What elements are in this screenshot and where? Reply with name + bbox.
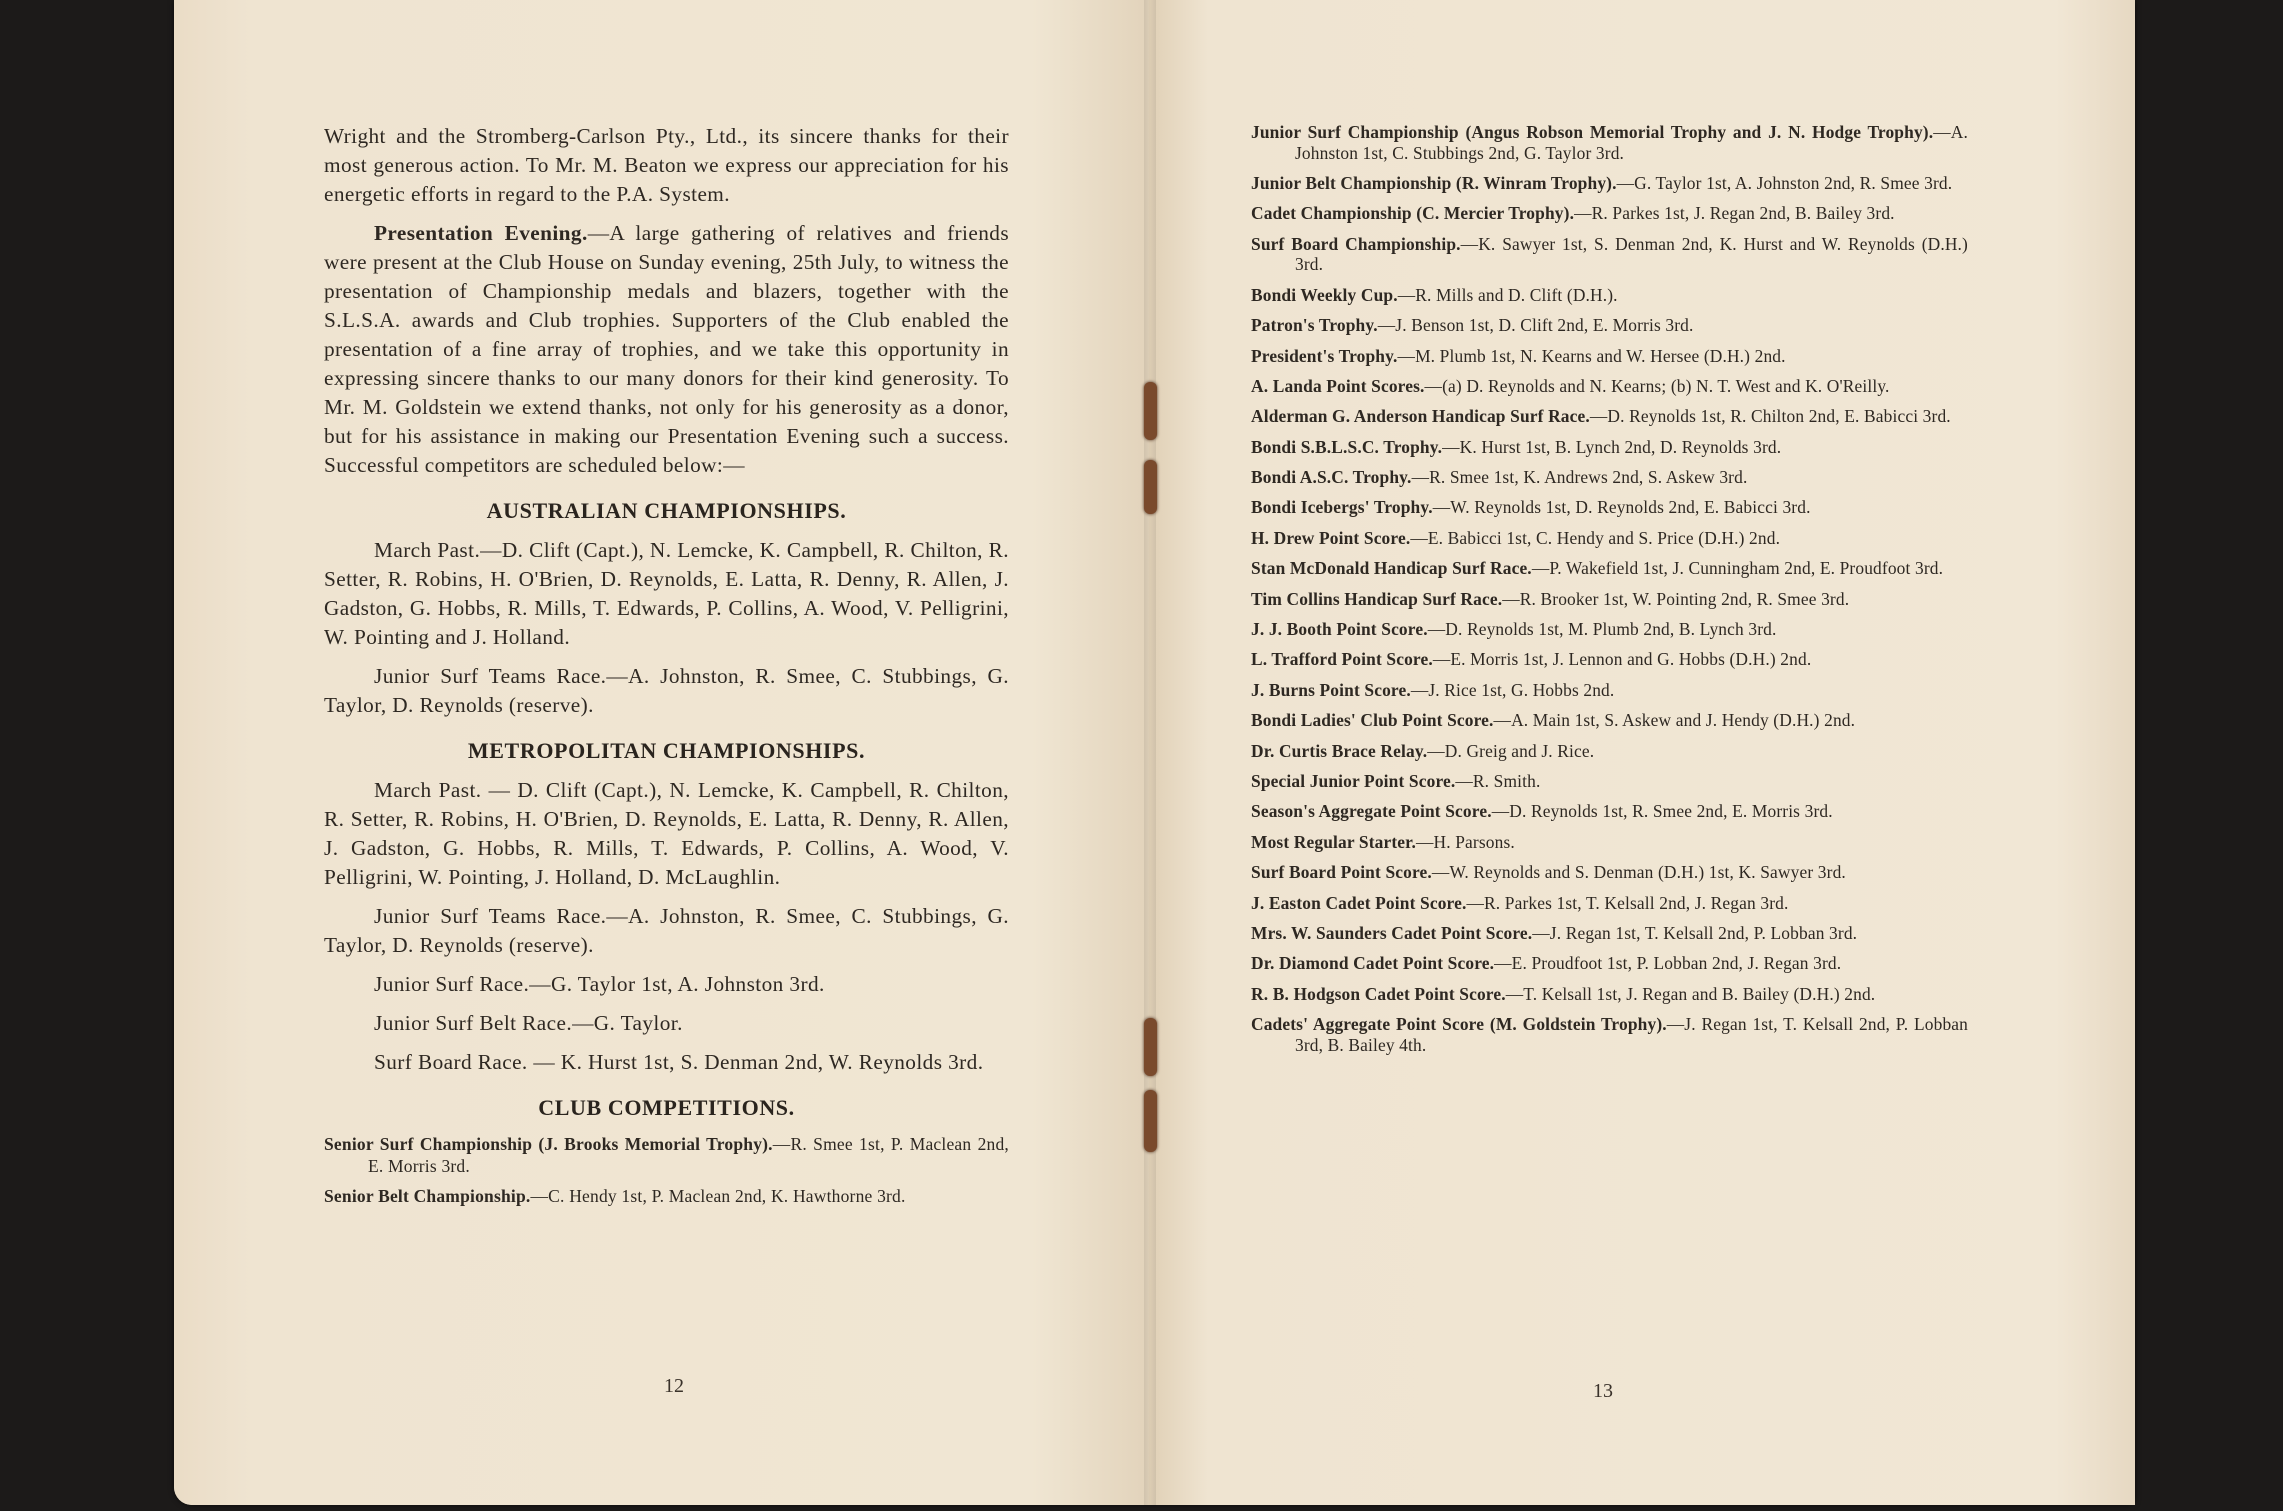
club-entry-title: Senior Belt Championship. [324, 1186, 531, 1206]
presentation-text: —A large gathering of relatives and friends were present at the Club House on Sunday evening, 25th July, to witness the presentation of Championship medals and blazers, together with the S.L.S.A. awards and Club trophies. Supporters of the Club enabled the presentation of a fine array of trophies, and we take this opportunity in expressing sincere thanks to our many donors for their kind generosity. To Mr. M. Goldstein we extend thanks, not only for his generosity as a donor, but for his assistance in making our Presentation Evening such a success. Successful competitors are scheduled below:— [324, 221, 1010, 477]
result-entry [1251, 467, 1968, 488]
result-entry-result: —W. Reynolds 1st, D. Reynolds 2nd, E. Babicci 3rd. [1432, 497, 1811, 518]
result-entry [1251, 285, 1968, 306]
result-entry [1251, 346, 1968, 367]
result-entry [1251, 315, 1968, 336]
result-entry-result: —R. Parkes 1st, T. Kelsall 2nd, J. Regan 3rd. [1466, 892, 1789, 913]
result-entry-result: —A. Johnston 1st, C. Stubbings 2nd, G. Taylor 3rd. [1295, 122, 1968, 163]
result-entry-title: Bondi S.B.L.S.C. Trophy. [1251, 436, 1443, 457]
staple [1144, 382, 1157, 440]
result-entry-title: H. Drew Point Score. [1251, 527, 1411, 548]
result-entry [1251, 771, 1968, 792]
club-entry [324, 1133, 1009, 1177]
result-entry-title: President's Trophy. [1251, 345, 1398, 366]
result-entry [1251, 893, 1968, 914]
result-entry-result: —E. Babicci 1st, C. Hendy and S. Price (D.H.) 2nd. [1410, 527, 1781, 548]
result-entry-result: —(a) D. Reynolds and N. Kearns; (b) N. T. West and K. O'Reilly. [1424, 375, 1890, 396]
staple [1144, 1018, 1157, 1076]
result-entry [1251, 122, 1968, 163]
result-entry-result: —E. Morris 1st, J. Lennon and G. Hobbs (D.H.) 2nd. [1432, 649, 1812, 670]
result-entry-title: Alderman G. Anderson Handicap Surf Race. [1251, 406, 1590, 427]
presentation-paragraph [324, 219, 1009, 480]
result-entry-title: J. Easton Cadet Point Score. [1251, 892, 1467, 913]
right-page [1149, 0, 2135, 1505]
result-entry-result: —J. Benson 1st, D. Clift 2nd, E. Morris 3rd. [1377, 315, 1694, 336]
metropolitan-championships-heading: METROPOLITAN CHAMPIONSHIPS. [467, 738, 866, 763]
club-entry-result: —C. Hendy 1st, P. Maclean 2nd, K. Hawthorne 3rd. [530, 1186, 906, 1206]
metro-junior-surf: Junior Surf Race.—G. Taylor 1st, A. Johnston 3rd. [374, 972, 825, 996]
result-entry [1251, 680, 1968, 701]
result-entry-title: Most Regular Starter. [1251, 831, 1416, 852]
result-entry-title: Surf Board Championship. [1251, 233, 1461, 254]
result-entry-result: —R. Parkes 1st, J. Regan 2nd, B. Bailey 3rd. [1574, 203, 1895, 224]
result-entry-result: —J. Rice 1st, G. Hobbs 2nd. [1410, 679, 1615, 700]
result-entry [1251, 376, 1968, 397]
result-entry-result: —D. Reynolds 1st, M. Plumb 2nd, B. Lynch 3rd. [1427, 619, 1777, 640]
club-entry [324, 1185, 1009, 1207]
metro-march-past: March Past. — D. Clift (Capt.), N. Lemcke, K. Campbell, R. Chilton, R. Setter, R. Robins, H. O'Brien, D. Reynolds, E. Latta, R. Denny, R. Allen, J. Gadston, G. Hobbs, R. Mills, T. Edwards, P. Collins, A. Wood, V. Pelligrini, W. Pointing, J. Holland, D. McLaughlin. [324, 778, 1009, 889]
result-entry-result: —R. Mills and D. Clift (D.H.). [1397, 284, 1618, 305]
club-entry-result: —R. Smee 1st, P. Maclean 2nd, E. Morris 3rd. [368, 1134, 1009, 1176]
result-entry-result: —K. Sawyer 1st, S. Denman 2nd, K. Hurst and W. Reynolds (D.H.) 3rd. [1295, 233, 1968, 275]
aus-march-past: March Past.—D. Clift (Capt.), N. Lemcke, K. Campbell, R. Chilton, R. Setter, R. Robins, H. O'Brien, D. Reynolds, E. Latta, R. Denny, R. Allen, J. Gadston, G. Hobbs, R. Mills, T. Edwards, P. Collins, A. Wood, V. Pelligrini, W. Pointing and J. Holland. [324, 538, 1009, 649]
right-page-results-list [1251, 122, 1968, 1065]
page-number-right: 13 [1593, 1380, 1613, 1402]
result-entry-title: Tim Collins Handicap Surf Race. [1251, 588, 1503, 609]
result-entry-result: —W. Reynolds and S. Denman (D.H.) 1st, K. Sawyer 3rd. [1431, 862, 1846, 883]
result-entry-title: R. B. Hodgson Cadet Point Score. [1251, 983, 1506, 1004]
page-number-left: 12 [664, 1375, 684, 1397]
result-entry-title: Bondi Weekly Cup. [1251, 284, 1398, 305]
result-entry [1251, 234, 1968, 275]
result-entry [1251, 619, 1968, 640]
booklet-spine [1144, 0, 1156, 1505]
result-entry-result: —D. Reynolds 1st, R. Chilton 2nd, E. Babicci 3rd. [1589, 406, 1951, 427]
metro-junior-belt: Junior Surf Belt Race.—G. Taylor. [374, 1011, 683, 1035]
result-entry [1251, 862, 1968, 883]
result-entry-title: Dr. Curtis Brace Relay. [1251, 740, 1428, 761]
result-entry-title: Dr. Diamond Cadet Point Score. [1251, 953, 1495, 974]
result-entry-result: —D. Reynolds 1st, R. Smee 2nd, E. Morris 3rd. [1491, 801, 1833, 822]
aus-junior-teams: Junior Surf Teams Race.—A. Johnston, R. Smee, C. Stubbings, G. Taylor, D. Reynolds (reserve). [324, 664, 1009, 717]
result-entry-title: J. Burns Point Score. [1251, 679, 1411, 700]
result-entry-title: Surf Board Point Score. [1251, 862, 1432, 883]
result-entry-title: Stan McDonald Handicap Surf Race. [1251, 558, 1532, 579]
result-entry-result: —K. Hurst 1st, B. Lynch 2nd, D. Reynolds 3rd. [1442, 436, 1782, 457]
result-entry-title: Cadets' Aggregate Point Score (M. Goldstein Trophy). [1251, 1014, 1667, 1035]
australian-championships-heading: AUSTRALIAN CHAMPIONSHIPS. [486, 498, 847, 523]
result-entry [1251, 528, 1968, 549]
result-entry-result: —J. Regan 1st, T. Kelsall 2nd, P. Lobban 3rd, B. Bailey 4th. [1295, 1014, 1968, 1055]
result-entry-title: Junior Belt Championship (R. Winram Trophy). [1251, 172, 1617, 193]
result-entry [1251, 1014, 1968, 1055]
result-entry [1251, 203, 1968, 224]
result-entry-result: —D. Greig and J. Rice. [1427, 740, 1595, 761]
result-entry [1251, 710, 1968, 731]
result-entry-title: J. J. Booth Point Score. [1251, 619, 1428, 640]
result-entry [1251, 649, 1968, 670]
metro-junior-teams: Junior Surf Teams Race.—A. Johnston, R. Smee, C. Stubbings, G. Taylor, D. Reynolds (reserve). [324, 904, 1009, 957]
result-entry-result: —G. Taylor 1st, A. Johnston 2nd, R. Smee 3rd. [1616, 172, 1953, 193]
result-entry-title: Mrs. W. Saunders Cadet Point Score. [1251, 922, 1533, 943]
result-entry-result: —R. Smee 1st, K. Andrews 2nd, S. Askew 3rd. [1411, 467, 1748, 488]
result-entry [1251, 437, 1968, 458]
left-page-text [324, 122, 1009, 1215]
result-entry-title: A. Landa Point Scores. [1251, 375, 1425, 396]
result-entry-title: Bondi Ladies' Club Point Score. [1251, 710, 1494, 731]
result-entry-result: —T. Kelsall 1st, J. Regan and B. Bailey (D.H.) 2nd. [1505, 983, 1876, 1004]
result-entry-title: Bondi Icebergs' Trophy. [1251, 497, 1433, 518]
result-entry [1251, 953, 1968, 974]
result-entry-title: Season's Aggregate Point Score. [1251, 801, 1492, 822]
result-entry [1251, 801, 1968, 822]
intro-paragraph: Wright and the Stromberg-Carlson Pty., Ltd., its sincere thanks for their most generous action. To Mr. M. Beaton we express our appreciation for his energetic efforts in regard to the P.A. System. [324, 124, 1009, 206]
result-entry-result: —A. Main 1st, S. Askew and J. Hendy (D.H.) 2nd. [1493, 710, 1856, 731]
result-entry [1251, 923, 1968, 944]
result-entry [1251, 558, 1968, 579]
result-entry [1251, 497, 1968, 518]
staple [1144, 460, 1157, 514]
result-entry-title: Bondi A.S.C. Trophy. [1251, 467, 1412, 488]
result-entry [1251, 173, 1968, 194]
club-competitions-heading: CLUB COMPETITIONS. [538, 1095, 795, 1120]
result-entry-title: Patron's Trophy. [1251, 315, 1378, 336]
staple [1144, 1090, 1157, 1152]
result-entry-result: —M. Plumb 1st, N. Kearns and W. Hersee (D.H.) 2nd. [1397, 345, 1786, 366]
result-entry-title: Cadet Championship (C. Mercier Trophy). [1251, 203, 1575, 224]
club-entry-title: Senior Surf Championship (J. Brooks Memorial Trophy). [324, 1134, 773, 1154]
result-entry-result: —P. Wakefield 1st, J. Cunningham 2nd, E. Proudfoot 3rd. [1531, 558, 1944, 579]
result-entry [1251, 406, 1968, 427]
result-entry-title: Junior Surf Championship (Angus Robson Memorial Trophy and J. N. Hodge Trophy). [1251, 122, 1934, 142]
result-entry-result: —R. Brooker 1st, W. Pointing 2nd, R. Smee 3rd. [1502, 588, 1850, 609]
result-entry [1251, 589, 1968, 610]
result-entry [1251, 984, 1968, 1005]
metro-surf-board: Surf Board Race. — K. Hurst 1st, S. Denman 2nd, W. Reynolds 3rd. [374, 1050, 984, 1074]
result-entry-title: Special Junior Point Score. [1251, 771, 1456, 791]
result-entry-result: —J. Regan 1st, T. Kelsall 2nd, P. Lobban 3rd. [1532, 922, 1858, 943]
result-entry [1251, 741, 1968, 762]
left-page [174, 0, 1149, 1505]
result-entry-result: —E. Proudfoot 1st, P. Lobban 2nd, J. Regan 3rd. [1494, 953, 1842, 974]
result-entry-result: —R. Smith. [1455, 771, 1541, 791]
result-entry [1251, 832, 1968, 853]
result-entry-result: —H. Parsons. [1415, 831, 1515, 852]
result-entry-title: L. Trafford Point Score. [1251, 649, 1433, 670]
open-booklet [174, 0, 2135, 1505]
presentation-lead: Presentation Evening. [374, 221, 588, 245]
